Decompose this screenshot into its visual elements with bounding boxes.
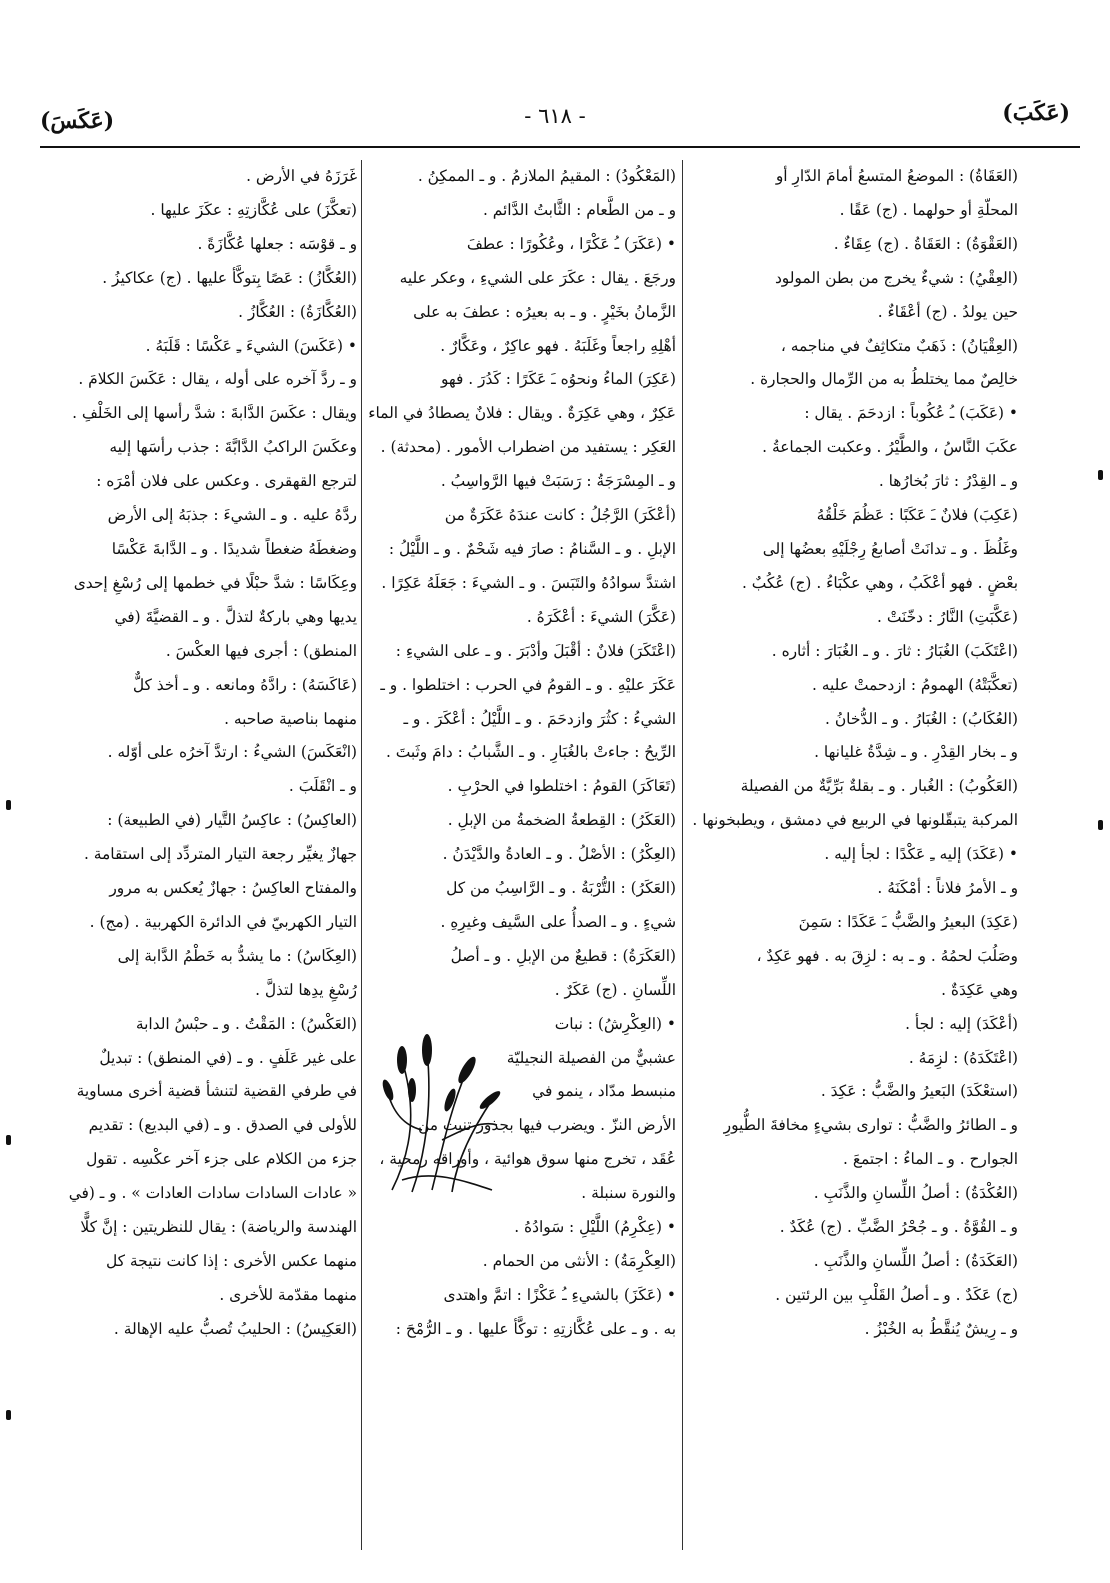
entry-line: عَكَرَ عليْهِ . و ـ القومُ في الحرب : اختلطوا . و ـ [380, 675, 676, 694]
entry-line: عَكِرٌ ، وهي عَكِرَةٌ . ويقال : فلانٌ يصطادُ في الماء [368, 404, 676, 423]
entry-line: (تعكَّبَتْهُ) الهمومُ : ازدحمتْ عليه . [812, 675, 1018, 694]
entry-line: • (عَكَبَ) ـُ عُكُوباً : ازدحَمَ . يقال : [804, 404, 1018, 423]
entry-line: (العِكْرُ) : الأصْلُ . و ـ العادةُ والدَّيْدَنُ . [442, 845, 676, 864]
entry-line: رُسْغِ يدِها لتذلَّ . [255, 980, 357, 999]
entry-line: (العَكُوبُ) : الغُبار . و ـ بقلةٌ بَرِّيَّةٌ من الفصيلة [740, 777, 1018, 796]
entry-line: (اعْتَكَرَ) فلانٌ : أقْبَلَ وأدْبَرَ . و ـ على الشيءِ : [395, 641, 676, 660]
entry-line: (العُكَابُ) : الغُبَارُ . و ـ الدُّخانُ . [825, 709, 1018, 728]
entry-line: اشتدَّ سوادُهُ والتَبَسَ . و ـ الشيءَ : جَعَلَهُ عَكِرًا . [381, 573, 676, 592]
margin-mark [6, 800, 11, 810]
entry-line: (العَكَدَةُ) : أصلُ اللِّسانِ والذَّنَبِ . [813, 1252, 1018, 1270]
column-right [688, 160, 1018, 1555]
entry-line: (تعكَّزَ) على عُكَّازتِهِ : عكَزَ عليها . [150, 200, 357, 219]
entry-line: الشيءُ : كثُرَ وازدحَمَ . و ـ اللَّيْلُ : أعْكَرَ . و ـ [403, 709, 676, 728]
entry-line: الزَّمانُ بخَيْرٍ . و ـ به بعيرُه : عطفَ به على [413, 302, 676, 321]
entry-line: على غير عَلَفٍ . و ـ (في المنطق) : تبديلٌ [99, 1048, 357, 1067]
entry-line: حين يولدُ . (ج) أعْقَاءٌ . [877, 302, 1018, 321]
entry-line: للأولى في الصدق . و ـ (في البديع) : تقديم [88, 1116, 357, 1135]
entry-line: اللِّسانِ . (ج) عَكَرٌ . [554, 980, 676, 999]
margin-mark [6, 1135, 11, 1145]
entry-line: (العَقَاةُ) : الموضعُ المتسعُ أمامَ الدّارِ أو [775, 167, 1018, 185]
entry-line: بعْضٍ . فهو أعْكَبُ ، وهي عكْبَاءُ . (ج) عُكُبٌ . [742, 573, 1018, 592]
entry-line: منهما عكس الأخرى : إذا كانت نتيجة كل [106, 1252, 357, 1270]
entry-line: (العاكِسُ) : عاكِسُ التَّيار (في الطبيعة) : [107, 811, 357, 830]
entry-line: « عادات السادات سادات العادات » . و ـ (في [68, 1184, 357, 1203]
entry-line: (تَعَاكَرَ) القومُ : اختلطوا في الحرْبِ . [447, 777, 676, 796]
column-left [45, 160, 357, 1555]
entry-line: المنطق) : أجرى فيها العكْسَ . [165, 641, 357, 660]
entry-line: و ـ من الطَّعام : الثَّابتُ الدَّائم . [483, 200, 676, 219]
column-divider [682, 160, 683, 1550]
entry-line: و ـ رِيشٌ يُنقَّطُ به الخُبْزُ . [864, 1319, 1018, 1338]
entry-line: (عَكَّبَتِ) النَّارُ : دخّنَتْ . [877, 607, 1018, 626]
entry-line: الجوارح . و ـ الماءُ : اجتمعَ . [843, 1150, 1018, 1169]
column-divider [361, 160, 362, 1550]
entry-line: • (عَكَدَ) إليه ـِ عَكْدًا : لجأ إليه . [824, 845, 1018, 864]
entry-line: و ـ الطائرُ والضَّبُّ : توارى بشيءٍ مخافةَ الطُّيورِ [723, 1116, 1018, 1135]
entry-line: (اعْتَكَبَ) الغُبَارُ : ثارَ . و ـ الغُبَارَ : أثاره . [771, 641, 1018, 660]
entry-line: و ـ الأمرُ فلاناً : أمْكَنَهُ . [877, 879, 1018, 898]
entry-line: العَكِر : يستفيد من اضطراب الأمور . (محدثة) . [380, 438, 676, 457]
entry-line: (عَكِدَ) البعيرُ والضَّبُّ ـَ عَكَدًا : سَمِنَ [798, 912, 1018, 931]
entry-line: عكَبَ النَّاسُ ، والطَّيْرُ . وعكبت الجماعةُ . [762, 438, 1018, 457]
column-middle [366, 160, 676, 1555]
entry-line: وضغطَهُ ضغطاً شديدًا . و ـ الدَّابةَ عَكْسًا [111, 539, 357, 558]
entry-line: • (عَكَسَ) الشيءَ ـِ عَكْسًا : قَلَبَهُ . [145, 336, 357, 355]
entry-line: وغَلُظَ . و ـ تدانَتْ أصابعُ رِجْلَيْهِ بعضُها إلى [762, 539, 1018, 558]
entry-line: ويقال : عكَسَ الدَّابةَ : شدَّ رأسها إلى الخَلْفِ . [72, 404, 357, 423]
entry-line: عشبيٌّ من الفصيلة النجيليّة [506, 1048, 676, 1067]
entry-line: (العَكَرَةُ) : قطيعٌ من الإبلِ . و ـ أصلُ [450, 946, 676, 965]
entry-line: والنورة سنبلة . [581, 1184, 676, 1203]
page-number: - ٦١٨ - [524, 104, 586, 128]
entry-line: و ـ القِدْرُ : ثارَ بُخارُها . [878, 472, 1018, 491]
margin-mark [6, 1410, 11, 1420]
entry-line: التيار الكهربيّ في الدائرة الكهربية . (مج) . [89, 912, 357, 931]
entry-line: (العُكَّازَةُ) : العُكَّازُ . [238, 302, 357, 321]
entry-line: و ـ بخار القِدْرِ . و ـ شِدَّةُ غليانها . [814, 743, 1018, 762]
entry-line: (العُكْدَةُ) : أصلُ اللِّسانِ والذَّنَبِ . [813, 1184, 1018, 1203]
entry-line: (عَاكَسَهُ) : رادَّهُ ومانعه . و ـ أخذ كلٌّ [132, 675, 357, 694]
entry-line: يديها وهي باركةٌ لتذلَّ . و ـ القضيَّةَ (في [114, 607, 357, 626]
entry-line: الإبلِ . و ـ السَّنامُ : صارَ فيه شَحْمٌ . و ـ اللَّيْلُ : [388, 539, 676, 558]
entry-line: (أعْكَرَ) الرَّجُلُ : كانت عندَهُ عَكَرَةٌ من [444, 506, 676, 525]
entry-line: والمفتاح العاكِسُ : جهازٌ يُعكس به مرور [109, 879, 357, 898]
guide-word-right: (عَكَبَ) [1002, 100, 1070, 126]
entry-line: و ـ ردَّ آخره على أوله ، يقال : عَكَسَ الكلامَ . [78, 370, 357, 389]
guide-word-left: (عَكَسَ) [40, 108, 115, 134]
entry-line: (العِكْرِمَةُ) : الأنثى من الحمام . [482, 1252, 676, 1270]
page-header [40, 94, 1070, 134]
entry-line: و ـ انْقَلَبَ . [288, 777, 357, 796]
entry-line: و ـ قوْسَه : جعلها عُكَّازَةً . [197, 234, 357, 253]
entry-line: منهما مقدّمة للأخرى . [219, 1285, 357, 1304]
margin-mark [1098, 820, 1103, 830]
entry-line: به . و ـ على عُكَّازتِهِ : توكَّأ عليها . و ـ الرُّمْحَ : [395, 1319, 676, 1338]
entry-line: • (عَكَزَ) بالشيءِ ـُ عَكْزًا : اتمَّ واهتدى [443, 1285, 676, 1304]
entry-line: منهما بناصية صاحبه . [224, 709, 357, 728]
entry-line: (أعْكَدَ) إليه : لجأ . [905, 1014, 1018, 1033]
entry-line: (العِكَاسُ) : ما يشدُّ به خَطْمُ الدَّابة إلى [117, 946, 357, 965]
entry-line: (العَكَرُ) : التُّرْبَةُ . و ـ الرَّاسِبُ من كل [446, 879, 676, 898]
entry-line: ردَّهُ عليه . و ـ الشيءَ : جذبَهُ إلى الأرض [107, 506, 357, 525]
entry-line: (عَكَّرَ) الشيءَ : أعْكَرَهُ . [526, 607, 676, 626]
entry-line: (انْعَكَسَ) الشيءُ : ارتدَّ آخرُه على أوّله . [107, 743, 357, 762]
entry-line: ورجَعَ . يقال : عكَرَ على الشيءِ ، وعكر عليه [399, 268, 676, 287]
entry-line: وعكَسَ الراكبُ الدَّابَّةَ : جذب رأسَها إليه [109, 438, 357, 457]
entry-line: (العَقْوَةُ) : العَقَاةُ . (ج) عِقَاءٌ . [833, 234, 1018, 253]
entry-line: عُقَد ، تخرج منها سوق هوائية ، وأوراقه رمحية ، [379, 1150, 676, 1169]
entry-line: (العِقْيُ) : شيءٌ يخرج من بطن المولود [774, 268, 1018, 287]
entry-line: المحلّةِ أو حولهما . (ج) عَقًا . [839, 200, 1018, 219]
entry-line: في طرفي القضية لتنشأ قضية أخرى مساوية [76, 1082, 357, 1101]
entry-line: خالِصٌ مما يختلطُ به من الرِّمال والحجارة . [750, 370, 1018, 389]
entry-line: جزء من الكلام على جزء آخر عكْسِه . تقول [86, 1150, 357, 1169]
entry-line: غَرَزَهُ في الأرض . [246, 167, 357, 185]
entry-line: الهندسة والرياضة) : يقال للنظريتين : إنَّ كلًّا [80, 1218, 357, 1237]
entry-line: شيءٍ . و ـ الصدأُ على السَّيف وغيرِهِ . [440, 912, 676, 931]
entry-line: المركبة يتبقّلونها في الربيع في دمشق ، ويطبخونها . [692, 811, 1018, 830]
entry-line: (المَعْكُودُ) : المقيمُ الملازمُ . و ـ الممكِنُ . [417, 167, 676, 185]
plant-illustration [372, 1030, 506, 1200]
entry-line: وهي عَكِدَةٌ . [941, 980, 1018, 999]
entry-line: الأرض النزّ . ويضرب فيها بجذور تنبت من [418, 1116, 676, 1135]
entry-line: وعِكَاسًا : شدَّ حبْلًا في خطمها إلى رُسْغِ إحدى [73, 573, 357, 592]
entry-line: لترجع القهقرى . وعكس على فلان أمْرَه : [96, 472, 357, 491]
entry-line: منبسط مدّاد ، ينمو في [532, 1082, 676, 1101]
entry-line: (العُكَّازُ) : عَصًا بِتوكَّأ عليها . (ج) عكاكيزُ . [102, 268, 357, 287]
entry-line: جهازٌ يغيِّر رجعة التيار المتردِّد إلى استقامة . [84, 845, 357, 864]
entry-line: الرِّيحُ : جاءتْ بالغُبَارِ . و ـ الشَّبابُ : دامَ وثَبتَ . [385, 743, 676, 762]
entry-line: (العَكَرُ) : القِطعةُ الضخمةُ من الإبلِ . [447, 811, 676, 830]
entry-line: (العِقْيَانُ) : ذَهَبٌ متكاثِفٌ في مناجمه ، [780, 336, 1018, 355]
entry-line: (عَكِرَ) الماءُ ونحوُه ـَ عَكَرًا : كَدُرَ . فهو [440, 370, 676, 389]
entry-line: و ـ المِسْرَجَةُ : رَسَبَتْ فيها الرَّواسِبُ . [440, 472, 676, 491]
margin-mark [1098, 470, 1103, 480]
entry-line: (عَكِبَ) فلانٌ ـَ عَكَبًا : عَظُمَ خَلْقُهُ [816, 506, 1018, 525]
entry-line: • (عِكْرِمُ) اللَّيْلِ : سَوادُهُ . [514, 1218, 676, 1237]
entry-line: (اعْتَكَدَهُ) : لزِمَهُ . [908, 1048, 1018, 1067]
header-rule [40, 146, 1080, 148]
entry-line: أهْلِهِ راجعاً وغَلَبَهُ . فهو عاكِرٌ ، وعَكَّارٌ . [440, 336, 676, 355]
entry-line: • (عَكَرَ) ـُ عَكْرًا ، وعُكُورًا : عطفَ [466, 234, 676, 253]
entry-line: (ج) عَكَدٌ . و ـ أصلُ القَلْبِ بين الرئتين . [775, 1285, 1018, 1304]
entry-line: (استعْكَدَ) البَعيرُ والضَّبُّ : عَكِدَ . [820, 1082, 1018, 1101]
entry-line: (العَكِيسُ) : الحليبُ تُصبُّ عليه الإهالة . [113, 1319, 357, 1338]
entry-line: (العَكْسُ) : المَقْتُ . و ـ حبْسُ الدابة [135, 1014, 357, 1033]
entry-line: و ـ القُوَّةُ . و ـ جُحْرُ الضَّبِّ . (ج) عُكَدٌ . [779, 1218, 1018, 1237]
entry-line: • (العِكْرِشُ) : نبات [554, 1014, 676, 1033]
entry-line: وصَلُبَ لحمُهُ . و ـ به : لزِقَ به . فهو عَكِدٌ ، [756, 946, 1018, 965]
